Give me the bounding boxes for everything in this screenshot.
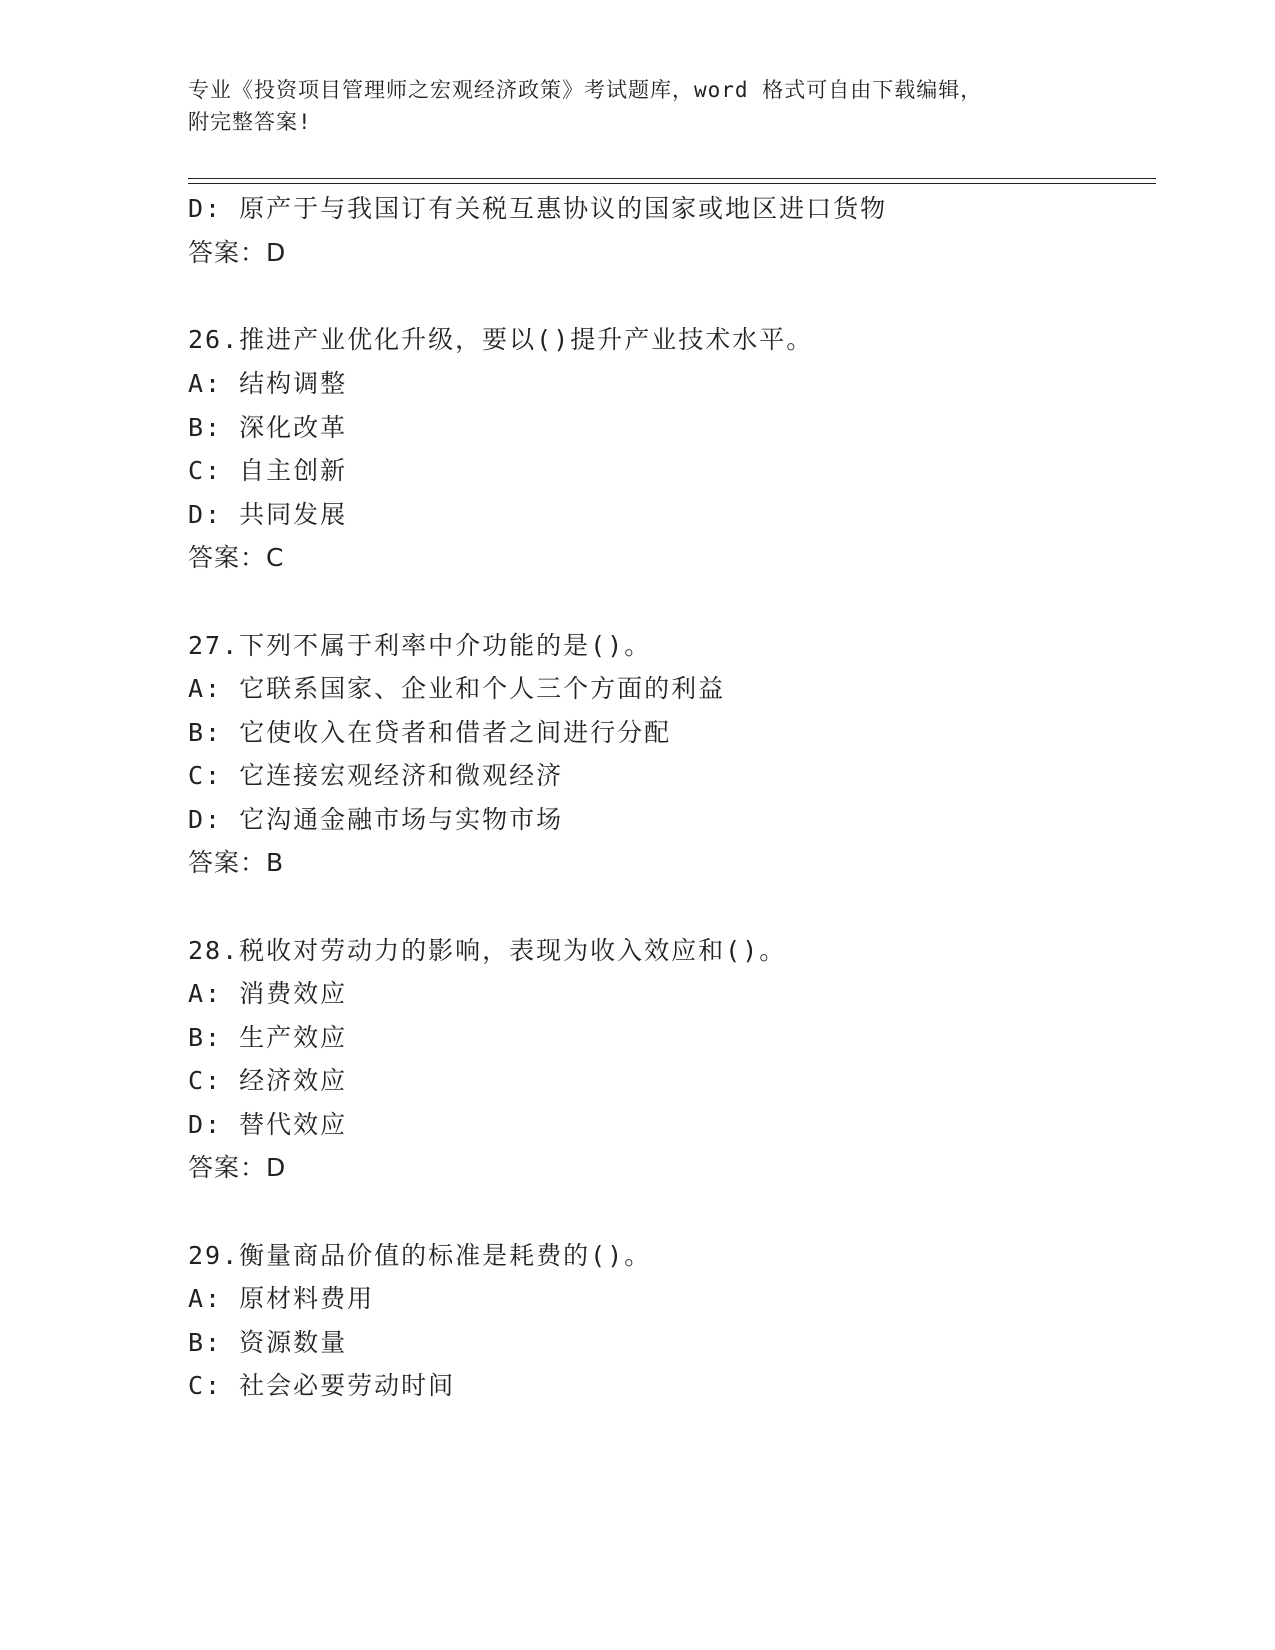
question-26-stem: 26.推进产业优化升级，要以()提升产业技术水平。 xyxy=(188,325,814,354)
question-26-answer: 答案：C xyxy=(188,543,285,572)
question-27-option-d: D: 它沟通金融市场与实物市场 xyxy=(188,805,564,834)
question-28-option-a: A: 消费效应 xyxy=(188,979,348,1008)
question-26-option-b: B: 深化改革 xyxy=(188,413,348,442)
question-28-stem: 28.税收对劳动力的影响，表现为收入效应和()。 xyxy=(188,936,787,965)
question-28-option-d: D: 替代效应 xyxy=(188,1110,348,1139)
question-26-option-d: D: 共同发展 xyxy=(188,500,348,529)
header-divider-top xyxy=(188,178,1156,179)
question-28-option-c: C: 经济效应 xyxy=(188,1066,348,1095)
question-26-option-c: C: 自主创新 xyxy=(188,456,348,485)
question-29-option-b: B: 资源数量 xyxy=(188,1328,348,1357)
header-divider-bottom xyxy=(188,183,1156,184)
header-line-2: 附完整答案! xyxy=(188,110,312,134)
question-29-option-c: C: 社会必要劳动时间 xyxy=(188,1371,456,1400)
carryover-answer: 答案：D xyxy=(188,238,287,267)
question-27-stem: 27.下列不属于利率中介功能的是()。 xyxy=(188,631,652,660)
question-29-option-a: A: 原材料费用 xyxy=(188,1284,375,1313)
question-27-answer: 答案：B xyxy=(188,848,285,877)
question-26-option-a: A: 结构调整 xyxy=(188,369,348,398)
carryover-option-d: D: 原产于与我国订有关税互惠协议的国家或地区进口货物 xyxy=(188,194,888,223)
question-28-answer: 答案：D xyxy=(188,1153,287,1182)
question-27-option-b: B: 它使收入在贷者和借者之间进行分配 xyxy=(188,718,672,747)
question-29-stem: 29.衡量商品价值的标准是耗费的()。 xyxy=(188,1241,652,1270)
header-line-1: 专业《投资项目管理师之宏观经济政策》考试题库，word 格式可自由下载编辑， xyxy=(188,78,983,102)
document-header xyxy=(188,74,1088,138)
question-27-option-a: A: 它联系国家、企业和个人三个方面的利益 xyxy=(188,674,726,703)
question-27-option-c: C: 它连接宏观经济和微观经济 xyxy=(188,761,564,790)
question-28-option-b: B: 生产效应 xyxy=(188,1023,348,1052)
